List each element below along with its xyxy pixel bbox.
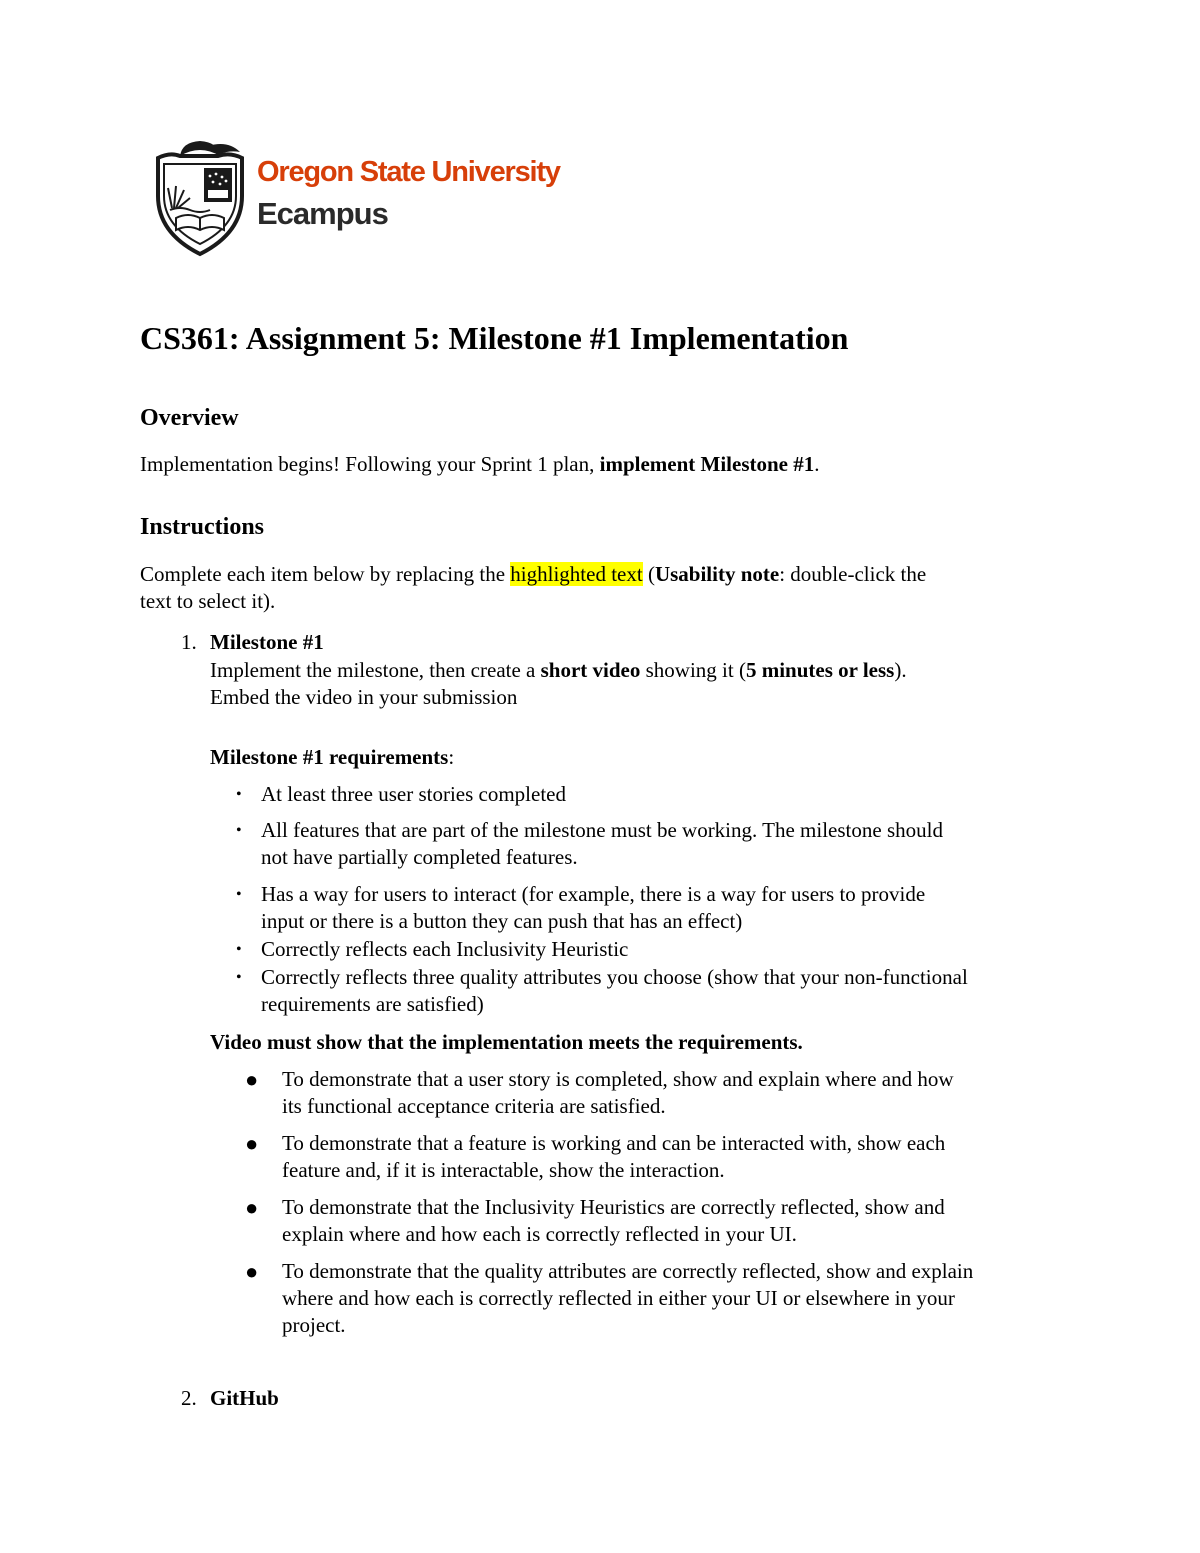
osu-shield-icon [150, 138, 248, 258]
bullet-icon: • [236, 886, 242, 903]
video-point-text: To demonstrate that a user story is completed, show and explain where and how [282, 1067, 954, 1091]
short-video-label: short video [540, 658, 641, 682]
item-2-title-text: GitHub [210, 1386, 279, 1410]
video-point-text-cont-2: project. [282, 1313, 346, 1337]
instructions-line-1 [140, 561, 926, 588]
requirement-text-cont: input or there is a button they can push that has an effect) [261, 909, 743, 933]
video-point-text-cont: its functional acceptance criteria are satisfied. [282, 1094, 666, 1118]
bullet-icon: ● [245, 1259, 259, 1284]
overview-heading: Overview [140, 405, 239, 431]
video-point-text-cont: explain where and how each is correctly reflected in your UI. [282, 1222, 797, 1246]
bullet-icon: • [236, 822, 242, 839]
instructions-text-start: Complete each item below by replacing the [140, 562, 511, 586]
requirements-heading [210, 744, 454, 771]
logo-ecampus-label: Ecampus [257, 196, 388, 231]
overview-text-start: Implementation begins! Following your Sprint 1 plan, [140, 452, 600, 476]
item-2-number: 2. [181, 1386, 197, 1410]
video-point-text-cont: feature and, if it is interactable, show the interaction. [282, 1158, 725, 1182]
video-point-text-cont: where and how each is correctly reflected in either your UI or elsewhere in your [282, 1286, 955, 1310]
requirements-heading-colon: : [448, 745, 455, 769]
video-point-text: To demonstrate that the quality attributes are correctly reflected, show and explain [282, 1259, 974, 1283]
item-1-description [210, 657, 907, 684]
item-1-desc-start: Implement the milestone, then create a [210, 658, 541, 682]
requirement-text: All features that are part of the milestone must be working. The milestone should [261, 818, 943, 842]
instructions-paren: ( [642, 562, 655, 586]
bullet-icon: • [236, 941, 242, 958]
item-1-number: 1. [181, 630, 197, 654]
item-1-title-text: Milestone #1 [210, 630, 324, 654]
requirement-text: Correctly reflects three quality attributes you choose (show that your non-functional [261, 965, 968, 989]
item-1-title [210, 629, 324, 656]
document-title: CS361: Assignment 5: Milestone #1 Implementation [140, 320, 849, 356]
requirements-heading-text: Milestone #1 requirements [210, 745, 449, 769]
video-requirements-heading-text: Video must show that the implementation meets the requirements. [210, 1030, 803, 1054]
highlighted-text-sample[interactable]: highlighted text [510, 562, 643, 586]
time-limit-label: 5 minutes or less [745, 658, 895, 682]
item-2-title [210, 1385, 279, 1412]
video-requirements-heading [210, 1029, 803, 1056]
usability-note-label: Usability note [654, 562, 780, 586]
video-point-text: To demonstrate that a feature is working and can be interacted with, show each [282, 1131, 946, 1155]
instructions-line-2: text to select it). [140, 589, 276, 613]
bullet-icon: ● [245, 1067, 259, 1092]
logo-university-name: Oregon State University [257, 156, 560, 188]
overview-text-end: . [814, 452, 820, 476]
instructions-heading: Instructions [140, 514, 265, 540]
item-1-desc-end: ). [894, 658, 907, 682]
requirement-text: Correctly reflects each Inclusivity Heuristic [261, 937, 629, 961]
bullet-icon: • [236, 786, 242, 803]
requirement-text: Has a way for users to interact (for example, there is a way for users to provide [261, 882, 926, 906]
requirement-text-cont: not have partially completed features. [261, 845, 578, 869]
bullet-icon: ● [245, 1131, 259, 1156]
item-1-desc-mid: showing it ( [640, 658, 746, 682]
bullet-icon: ● [245, 1195, 259, 1220]
instructions-text-end: : double-click the [779, 562, 927, 586]
video-point-text: To demonstrate that the Inclusivity Heuristics are correctly reflected, show and [282, 1195, 945, 1219]
bullet-icon: • [236, 969, 242, 986]
overview-text-bold: implement Milestone #1 [599, 452, 815, 476]
requirement-text: At least three user stories completed [261, 782, 566, 806]
item-1-description-line-2: Embed the video in your submission [210, 685, 518, 709]
overview-text [140, 451, 820, 478]
university-logo [150, 138, 560, 258]
requirement-text-cont: requirements are satisfied) [261, 992, 484, 1016]
